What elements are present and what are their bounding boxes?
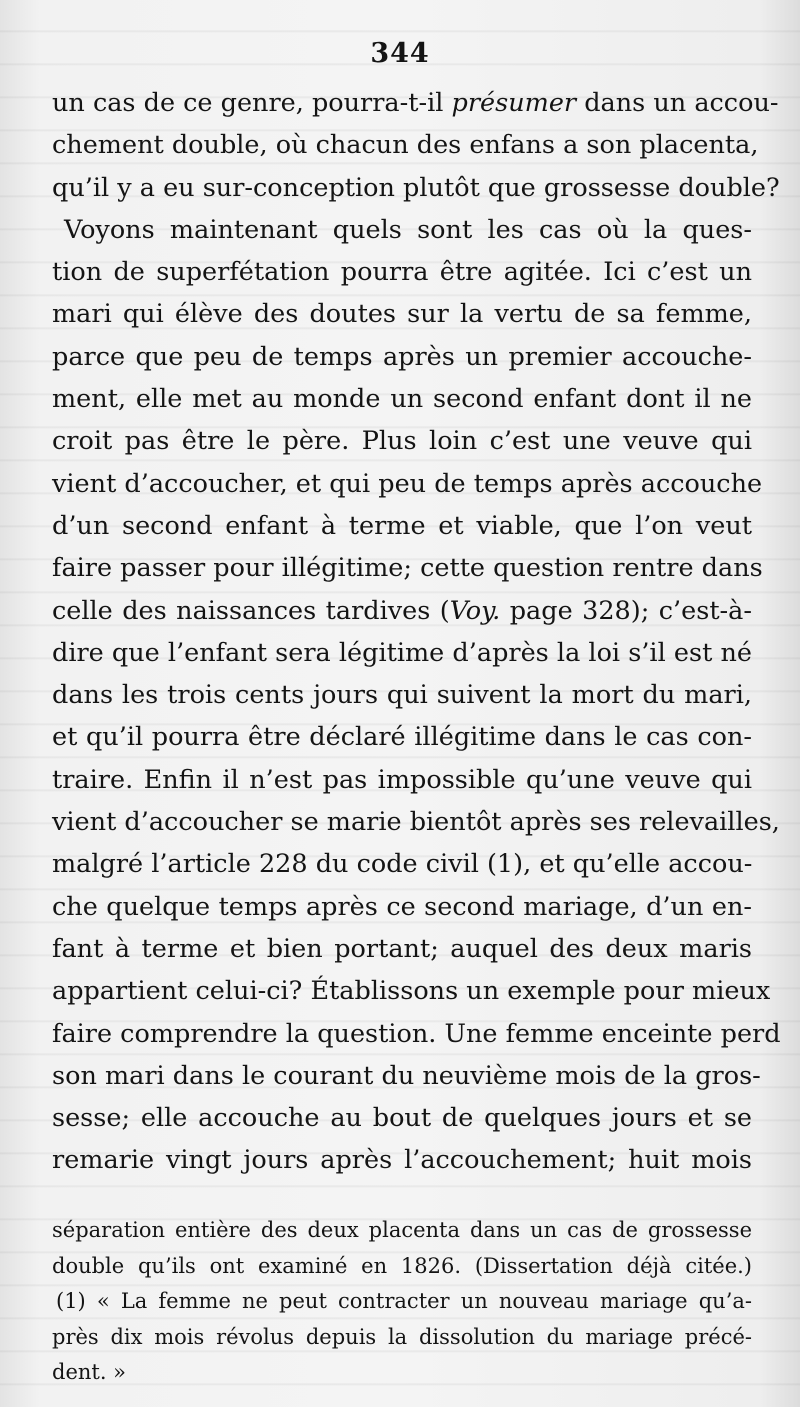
text-line: vient d’accoucher, et qui peu de temps après accouche bbox=[52, 468, 763, 499]
text-line: parce que peu de temps après un premier accouche- bbox=[52, 341, 752, 372]
text-line bbox=[52, 590, 752, 632]
text-line: et qu’il pourra être déclaré illégitime dans le cas con- bbox=[52, 722, 752, 753]
text-line bbox=[52, 82, 779, 124]
text-line: dans les trois cents jours qui suivent la mort du mari, bbox=[52, 680, 752, 711]
text-line: che quelque temps après ce second mariage, d’un en- bbox=[52, 891, 752, 922]
text-line: vient d’accoucher se marie bientôt après ses relevailles, bbox=[52, 807, 780, 838]
footnote-line: près dix mois révolus depuis la dissolution du mariage précé- bbox=[52, 1324, 752, 1349]
text-line: d’un second enfant à terme et viable, que l’on veut bbox=[52, 510, 752, 541]
text-line: ment, elle met au monde un second enfant dont il ne bbox=[52, 384, 752, 415]
text-line: qu’il y a eu sur-conception plutôt que grossesse double? bbox=[52, 172, 780, 203]
text-line: mari qui élève des doutes sur la vertu de sa femme, bbox=[52, 299, 752, 330]
footnote-line: dent. » bbox=[52, 1360, 127, 1384]
footnote-line: (1) « La femme ne peut contracter un nouveau mariage qu’a- bbox=[56, 1289, 752, 1313]
text-line: traire. Enfin il n’est pas impossible qu’une veuve qui bbox=[52, 764, 752, 795]
text-line: appartient celui-ci? Établissons un exemple pour mieux bbox=[52, 976, 771, 1007]
line-part: un cas de ce genre, pourra-t-il bbox=[52, 88, 452, 118]
text-line: remarie vingt jours après l’accouchement; huit mois bbox=[52, 1145, 752, 1176]
line-part: celle des naissances tardives ( bbox=[52, 595, 450, 626]
text-line: malgré l’article 228 du code civil (1), et qu’elle accou- bbox=[52, 849, 753, 880]
italic-word: présumer bbox=[451, 88, 577, 118]
footnotes bbox=[52, 1213, 752, 1391]
text-line: son mari dans le courant du neuvième mois de la gros- bbox=[52, 1060, 761, 1091]
line-part: dans un accou- bbox=[576, 88, 779, 118]
text-line: dire que l’enfant sera légitime d’après la loi s’il est né bbox=[52, 637, 752, 668]
text-line: faire passer pour illégitime; cette question rentre dans bbox=[52, 553, 763, 584]
text-line: faire comprendre la question. Une femme enceinte perd bbox=[52, 1018, 781, 1049]
text-line: Voyons maintenant quels sont les cas où la ques- bbox=[64, 214, 752, 245]
text-line: tion de superfétation pourra être agitée. Ici c’est un bbox=[52, 257, 752, 288]
italic-word: Voy. bbox=[449, 595, 501, 626]
main-text bbox=[52, 82, 781, 1182]
page-number: 344 bbox=[370, 38, 430, 69]
text-line: chement double, où chacun des enfans a son placenta, bbox=[52, 130, 759, 161]
text-line: fant à terme et bien portant; auquel des deux maris bbox=[52, 933, 752, 964]
text-line: croit pas être le père. Plus loin c’est une veuve qui bbox=[52, 426, 752, 457]
text-line: sesse; elle accouche au bout de quelques jours et se bbox=[52, 1103, 752, 1134]
footnote-line: double qu’ils ont examiné en 1826. (Dissertation déjà citée.) bbox=[52, 1253, 752, 1278]
line-part: page 328); c’est-à- bbox=[500, 595, 752, 626]
footnote-line: séparation entière des deux placenta dans un cas de grossesse bbox=[52, 1218, 752, 1242]
